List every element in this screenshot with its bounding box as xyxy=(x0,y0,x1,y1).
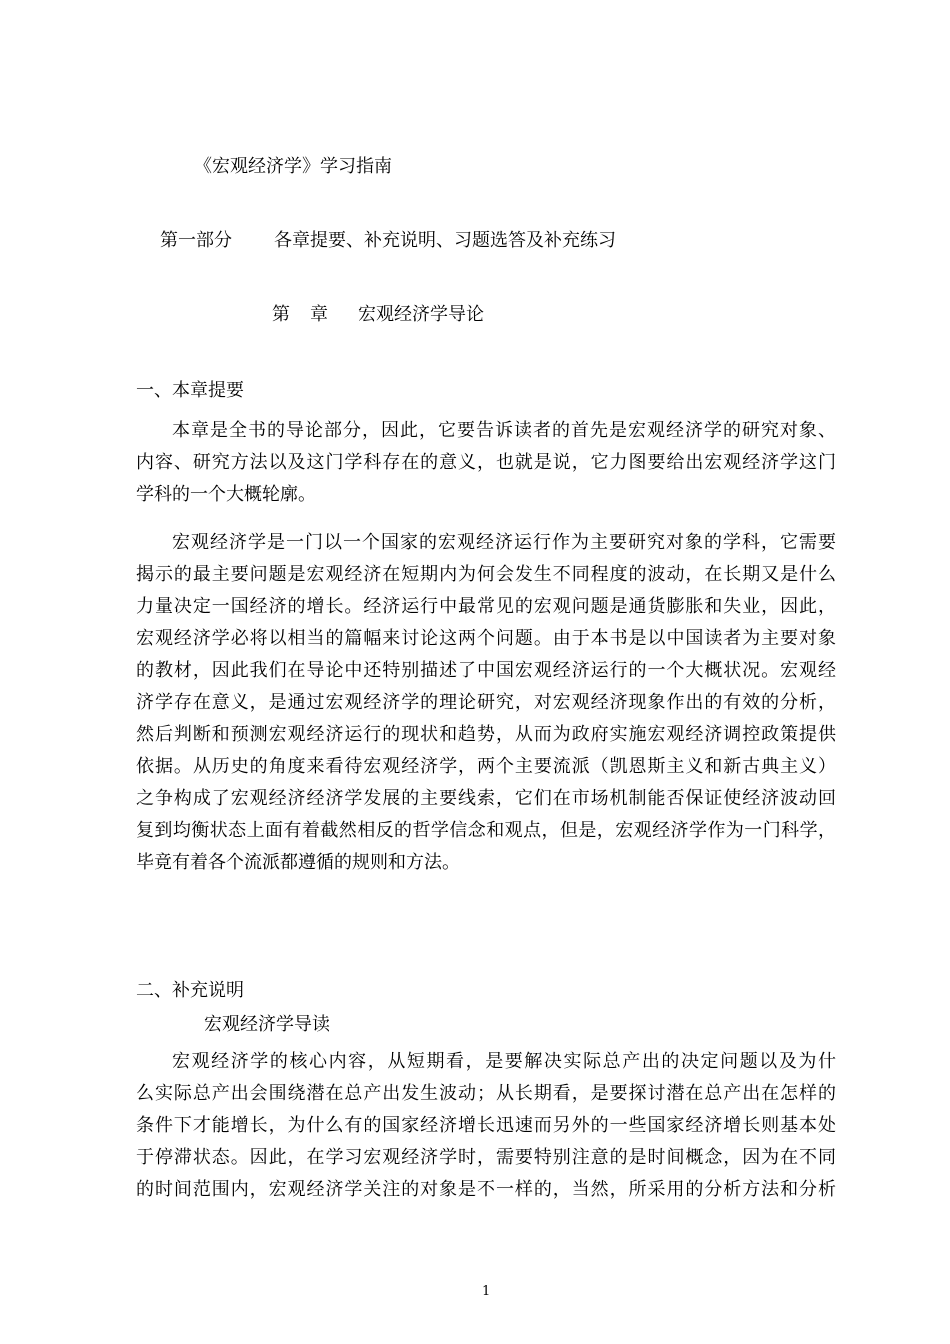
section1-paragraph-2 xyxy=(136,527,836,879)
part-title: 各章提要、补充说明、习题选答及补充练习 xyxy=(274,230,616,251)
paragraph-line: 济学存在意义，是通过宏观经济学的理论研究，对宏观经济现象作出的有效的分析， xyxy=(136,692,836,713)
paragraph-line: 宏观经济学是一门以一个国家的宏观经济运行作为主要研究对象的学科，它需要 xyxy=(172,532,836,553)
document-title: 《宏观经济学》学习指南 xyxy=(194,156,392,177)
section2-paragraph-1 xyxy=(136,1046,836,1206)
section2-subheading: 宏观经济学导读 xyxy=(204,1014,330,1035)
paragraph-line: 本章是全书的导论部分，因此，它要告诉读者的首先是宏观经济学的研究对象、 xyxy=(172,420,836,441)
paragraph-line: 宏观经济学必将以相当的篇幅来讨论这两个问题。由于本书是以中国读者为主要对象 xyxy=(136,628,836,649)
paragraph-line: 之争构成了宏观经济经济学发展的主要线索，它们在市场机制能否保证使经济波动回 xyxy=(136,788,836,809)
section2-heading: 二、补充说明 xyxy=(136,980,244,1001)
paragraph-line: 么实际总产出会围绕潜在总产出发生波动；从长期看，是要探讨潜在总产出在怎样的 xyxy=(136,1083,836,1104)
chapter-label-second: 章 xyxy=(310,304,328,325)
chapter-heading xyxy=(272,306,484,324)
paragraph-line: 于停滞状态。因此，在学习宏观经济学时，需要特别注意的是时间概念，因为在不同 xyxy=(136,1147,836,1168)
page-number: 1 xyxy=(482,1284,491,1299)
chapter-label-first: 第 xyxy=(272,304,290,325)
section1-heading: 一、本章提要 xyxy=(136,380,244,401)
paragraph-line: 学科的一个大概轮廓。 xyxy=(136,484,316,505)
paragraph-line: 的教材，因此我们在导论中还特别描述了中国宏观经济运行的一个大概状况。宏观经 xyxy=(136,660,836,681)
paragraph-line: 的时间范围内，宏观经济学关注的对象是不一样的，当然，所采用的分析方法和分析 xyxy=(136,1179,836,1200)
paragraph-line: 毕竟有着各个流派都遵循的规则和方法。 xyxy=(136,852,460,873)
paragraph-line: 然后判断和预测宏观经济运行的现状和趋势，从而为政府实施宏观经济调控政策提供 xyxy=(136,724,836,745)
paragraph-line: 内容、研究方法以及这门学科存在的意义，也就是说，它力图要给出宏观经济学这门 xyxy=(136,452,836,473)
paragraph-line: 复到均衡状态上面有着截然相反的哲学信念和观点，但是，宏观经济学作为一门科学， xyxy=(136,820,836,841)
section1-paragraph-1 xyxy=(136,415,836,511)
chapter-title: 宏观经济学导论 xyxy=(358,304,484,325)
paragraph-line: 力量决定一国经济的增长。经济运行中最常见的宏观问题是通货膨胀和失业，因此， xyxy=(136,596,836,617)
paragraph-line: 宏观经济学的核心内容，从短期看，是要解决实际总产出的决定问题以及为什 xyxy=(172,1051,836,1072)
paragraph-line: 条件下才能增长，为什么有的国家经济增长迅速而另外的一些国家经济增长则基本处 xyxy=(136,1115,836,1136)
paragraph-line: 依据。从历史的角度来看待宏观经济学，两个主要流派（凯恩斯主义和新古典主义） xyxy=(136,756,836,777)
part-heading xyxy=(160,232,616,250)
paragraph-line: 揭示的最主要问题是宏观经济在短期内为何会发生不同程度的波动，在长期又是什么 xyxy=(136,564,836,585)
part-label: 第一部分 xyxy=(160,230,232,251)
